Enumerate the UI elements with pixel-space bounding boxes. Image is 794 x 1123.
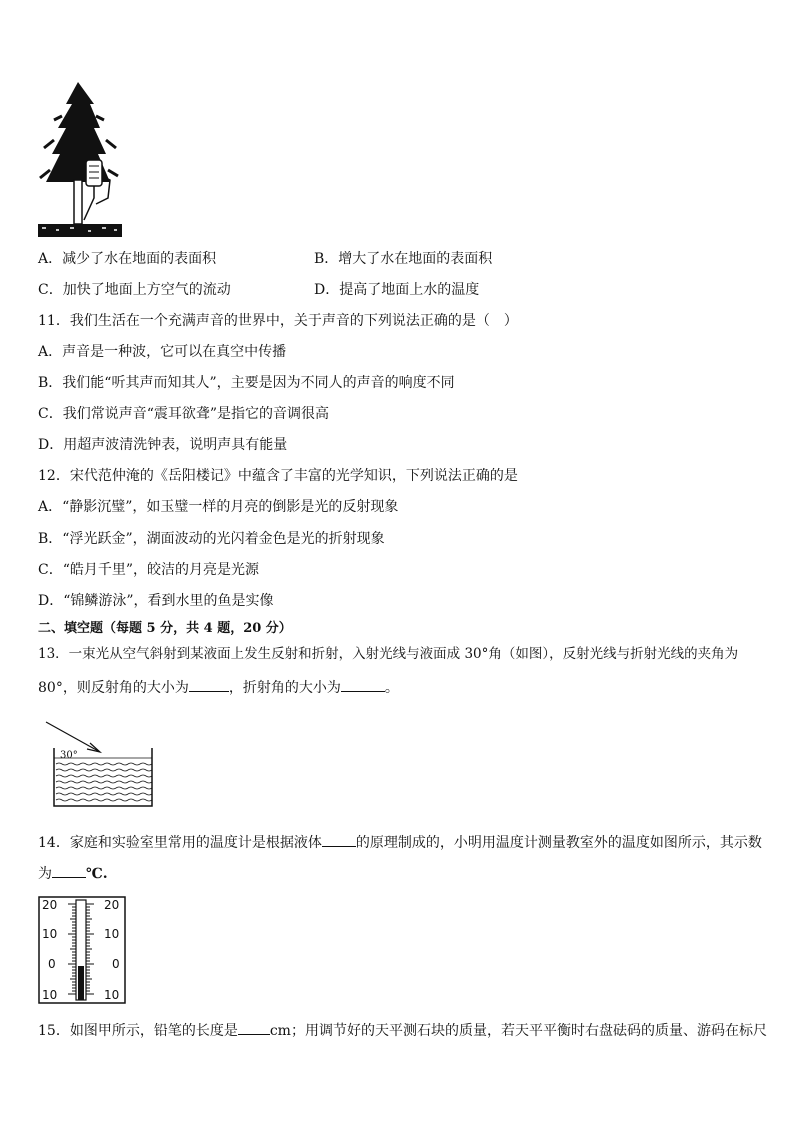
q14-line2 (38, 863, 108, 883)
q14-blank-principle[interactable] (322, 832, 356, 847)
q11-option-a: A．声音是一种波，它可以在真空中传播 (38, 344, 287, 360)
q11-option-b: B．我们能“听其声而知其人”，主要是因为不同人的声音的响度不同 (38, 375, 455, 391)
right-label-10: 10 (104, 927, 120, 941)
q13-blank-refraction[interactable] (341, 677, 385, 692)
q12-option-a: A．“静影沉璧”，如玉璧一样的月亮的倒影是光的反射现象 (38, 499, 399, 515)
q13-line2 (38, 677, 399, 697)
q13-line1: 13．一束光从空气斜射到某液面上发生反射和折射，入射光线与液面成 30°角（如图），反射光线与折射光线的夹角为 (38, 646, 739, 662)
right-label-20: 20 (104, 898, 120, 912)
q12-option-c: C．“皓月千里”，皎洁的月亮是光源 (38, 562, 260, 578)
mercury-column (78, 966, 84, 1000)
q14-line1 (38, 832, 762, 852)
tree-figure (36, 80, 126, 242)
left-label-10: 10 (42, 927, 58, 941)
q11-stem: 11．我们生活在一个充满声音的世界中，关于声音的下列说法正确的是（ ） (38, 313, 518, 329)
section-heading: 二、填空题（每题 5 分，共 4 题，20 分） (38, 621, 292, 636)
beaker-figure (44, 718, 158, 808)
q13-blank-reflection[interactable] (189, 677, 229, 692)
q15-line1 (38, 1020, 767, 1040)
q11-option-c: C．我们常说声音“震耳欲聋”是指它的音调很高 (38, 406, 330, 422)
q14-text-a: 14．家庭和实验室里常用的温度计是根据液体 (38, 835, 322, 851)
left-label-neg10: 10 (42, 988, 58, 1002)
right-label-0: 0 (112, 957, 120, 971)
q12-stem: 12．宋代范仲淹的《岳阳楼记》中蕴含了丰富的光学知识，下列说法正确的是 (38, 468, 518, 484)
q11-option-d: D．用超声波清洗钟表，说明声具有能量 (38, 437, 288, 453)
left-label-0: 0 (48, 957, 56, 971)
q10-option-d: D．提高了地面上水的温度 (314, 282, 480, 298)
q13-text-b: ，折射角的大小为 (228, 680, 341, 696)
q12-option-b: B．“浮光跃金”，湖面波动的光闪着金色是光的折射现象 (38, 531, 385, 547)
q14-text-d: ℃. (86, 866, 108, 882)
angle-label: 30° (60, 750, 78, 761)
q13-text-a: 80°，则反射角的大小为 (38, 680, 189, 696)
left-label-20: 20 (42, 898, 58, 912)
q10-option-c: C．加快了地面上方空气的流动 (38, 282, 231, 298)
q14-blank-reading[interactable] (52, 863, 86, 878)
q10-option-a: A．减少了水在地面的表面积 (38, 251, 217, 267)
q14-text-c: 为 (38, 866, 52, 882)
q15-text-b: cm；用调节好的天平测石块的质量，若天平平衡时右盘砝码的质量、游码在标尺 (269, 1023, 767, 1039)
q15-text-a: 15．如图甲所示，铅笔的长度是 (38, 1023, 238, 1039)
thermometer-figure (38, 896, 126, 1004)
q14-text-b: 的原理制成的，小明用温度计测量教室外的温度如图所示，其示数 (355, 835, 762, 851)
q13-text-c: 。 (384, 680, 399, 696)
q15-blank-length[interactable] (238, 1020, 270, 1035)
q12-option-d: D．“锦鳞游泳”，看到水里的鱼是实像 (38, 593, 274, 609)
q10-option-b: B．增大了水在地面的表面积 (314, 251, 493, 267)
right-label-neg10: 10 (104, 988, 120, 1002)
liquid-waves (56, 763, 152, 801)
